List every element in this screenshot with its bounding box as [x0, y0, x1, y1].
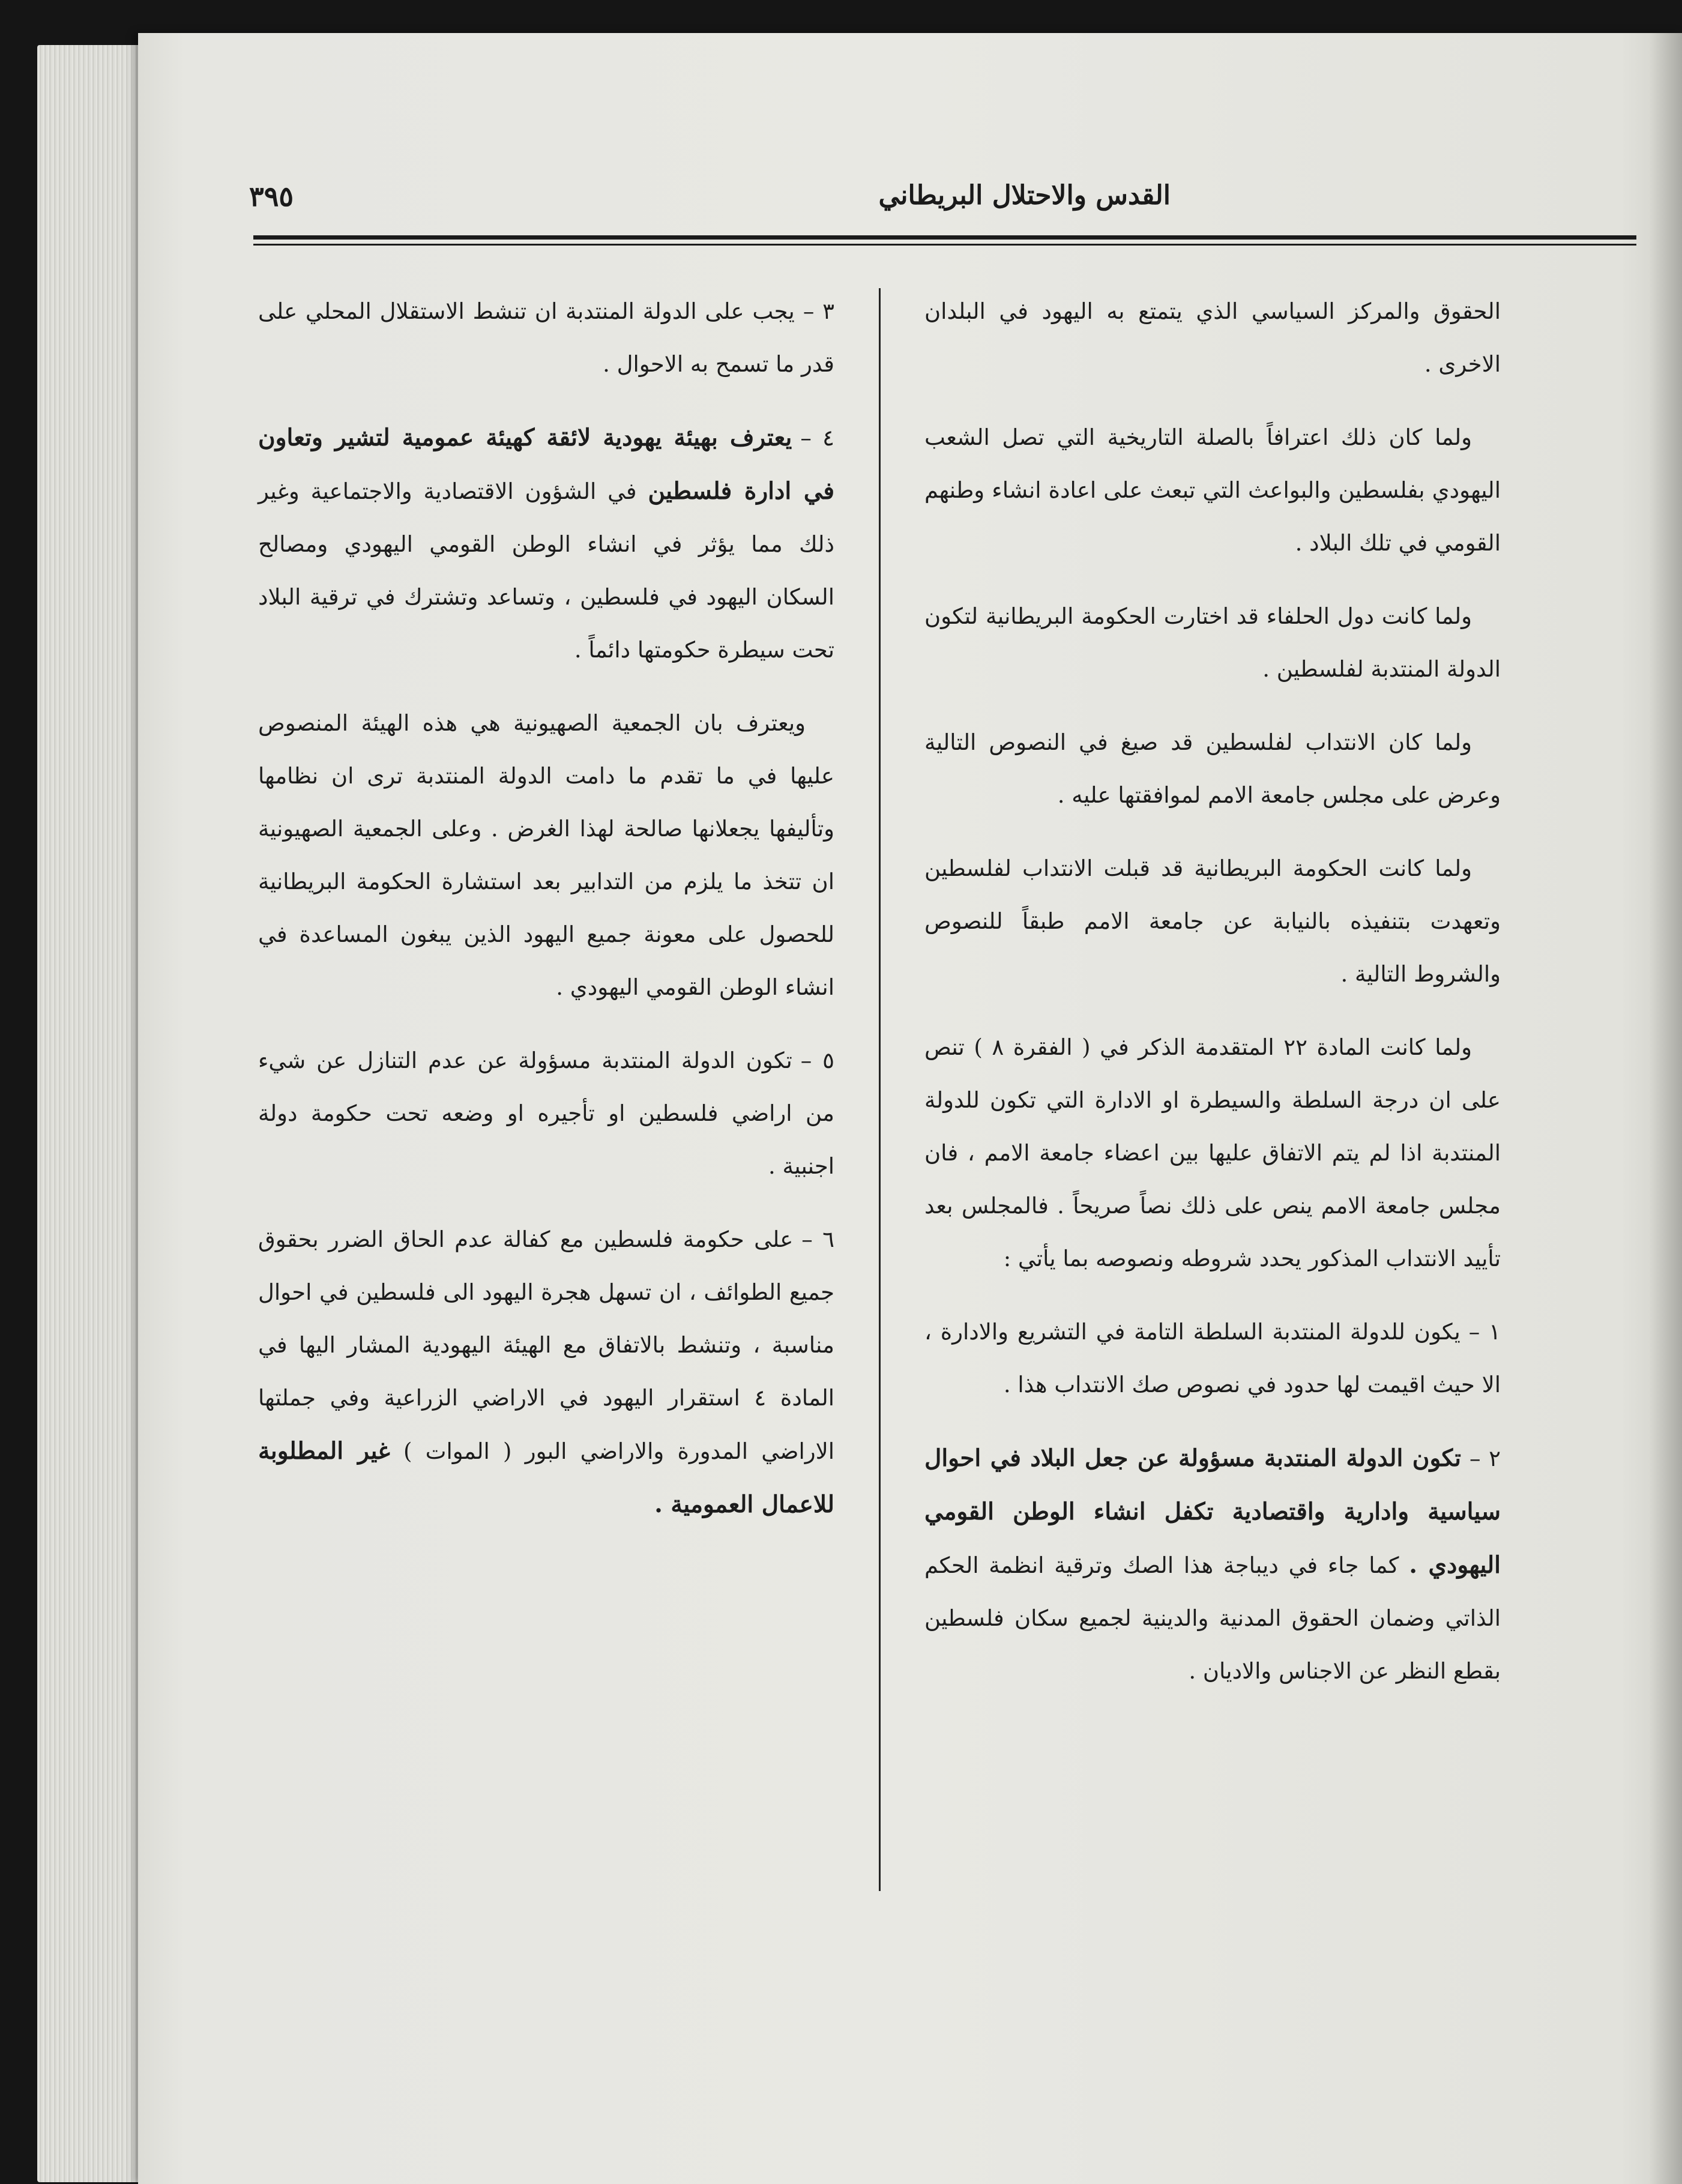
- header-rule-thick: [253, 235, 1636, 240]
- header-rule-thin: [253, 244, 1636, 246]
- page-number: ٣٩٥: [249, 180, 294, 213]
- column-divider: [879, 288, 881, 1891]
- article-text: على حكومة فلسطين مع كفالة عدم الحاق الضرر بحقوق جميع الطوائف ، ان تسهل هجرة اليهود الى فلسطين في احوال مناسبة ، وتنشط بالاتفاق مع الهيئة اليهودية المشار اليها في المادة ٤ استقرار اليهود في الاراضي الزراعية وفي جملتها الاراضي المدورة والاراضي البور ( الموات ): [258, 1226, 835, 1464]
- article-number: ٥ –: [800, 1048, 834, 1073]
- paragraph: ولما كان ذلك اعترافاً بالصلة التاريخية التي تصل الشعب اليهودي بفلسطين والبواعث التي تبعث على اعادة انشاء وطنهم القومي في تلك البلاد .: [924, 424, 1501, 556]
- paragraph: ولما كانت المادة ٢٢ المتقدمة الذكر في ( الفقرة ٨ ) تنص على ان درجة السلطة والسيطرة او الادارة التي تكون للدولة المنتدبة اذا لم يتم الاتفاق عليها بين اعضاء جامعة الامم ، فان مجلس جامعة الامم ينص على ذلك نصاً صريحاً . فالمجلس بعد تأييد الانتداب المذكور يحدد شروطه ونصوصه بما يأتي :: [924, 1034, 1501, 1271]
- article-number: ٢ –: [1469, 1446, 1501, 1471]
- right-column: [924, 285, 1501, 1718]
- article-3: [258, 285, 834, 391]
- article-number: ٣ –: [803, 298, 834, 324]
- article-number: ١ –: [1468, 1319, 1501, 1345]
- left-column: [258, 285, 834, 1552]
- article-bold-text: غير المطلوبة للاعمال العمومية .: [258, 1437, 834, 1518]
- spine-shadow: [1649, 33, 1682, 2184]
- article-text: في الشؤون الاقتصادية والاجتماعية وغير ذلك مما يؤثر في انشاء الوطن القومي اليهودي ومصالح السكان اليهود في فلسطين ، وتساعد وتشترك في ترقية البلاد تحت سيطرة حكومتها دائماً .: [258, 478, 834, 663]
- running-header: [249, 180, 1651, 222]
- article-text: يجب على الدولة المنتدبة ان تنشط الاستقلال المحلي على قدر ما تسمح به الاحوال .: [258, 298, 834, 377]
- article-6: [258, 1213, 834, 1531]
- paragraph: ولما كانت دول الحلفاء قد اختارت الحكومة البريطانية لتكون الدولة المنتدبة لفلسطين .: [924, 603, 1501, 682]
- article-1: [924, 1306, 1501, 1411]
- article-bold-text: يعترف بهيئة يهودية لائقة كهيئة عمومية لتشير وتعاون في ادارة فلسطين: [258, 424, 834, 505]
- article-text: تكون الدولة المنتدبة مسؤولة عن عدم التنازل عن شيء من اراضي فلسطين او تأجيره او وضعه تحت حكومة دولة اجنبية .: [258, 1048, 834, 1179]
- article-5: [258, 1034, 834, 1193]
- article-text: كما جاء في ديباجة هذا الصك وترقية انظمة الحكم الذاتي وضمان الحقوق المدنية والدينية لجميع سكان فلسطين بقطع النظر عن الاجناس والاديان .: [924, 1552, 1501, 1684]
- running-title: القدس والاحتلال البريطاني: [878, 180, 1171, 211]
- paragraph: ولما كان الانتداب لفلسطين قد صيغ في النصوص التالية وعرض على مجلس جامعة الامم لموافقتها عليه .: [924, 729, 1501, 808]
- article-number: ٤ –: [800, 425, 834, 451]
- article-bold-text: تكون الدولة المنتدبة مسؤولة عن جعل البلاد في احوال سياسية وادارية واقتصادية تكفل انشاء الوطن القومي اليهودي .: [924, 1444, 1501, 1579]
- paragraph: ويعترف بان الجمعية الصهيونية هي هذه الهيئة المنصوص عليها في ما تقدم ما دامت الدولة المنتدبة ترى ان نظامها وتأليفها يجعلانها صالحة لهذا الغرض . وعلى الجمعية الصهيونية ان تتخذ ما يلزم من التدابير بعد استشارة الحكومة البريطانية للحصول على معونة جميع اليهود الذين يبغون المساعدة في انشاء الوطن القومي اليهودي .: [258, 710, 834, 1000]
- article-text: يكون للدولة المنتدبة السلطة التامة في التشريع والادارة ، الا حيث اقيمت لها حدود في نصوص صك الانتداب هذا .: [924, 1319, 1501, 1398]
- article-4: [258, 411, 834, 677]
- article-number: ٦ –: [801, 1226, 834, 1252]
- paragraph: الحقوق والمركز السياسي الذي يتمتع به اليهود في البلدان الاخرى .: [924, 298, 1501, 377]
- article-2: [924, 1432, 1501, 1698]
- paragraph: ولما كانت الحكومة البريطانية قد قبلت الانتداب لفلسطين وتعهدت بتنفيذه بالنيابة عن جامعة الامم طبقاً للنصوص والشروط التالية .: [924, 855, 1501, 987]
